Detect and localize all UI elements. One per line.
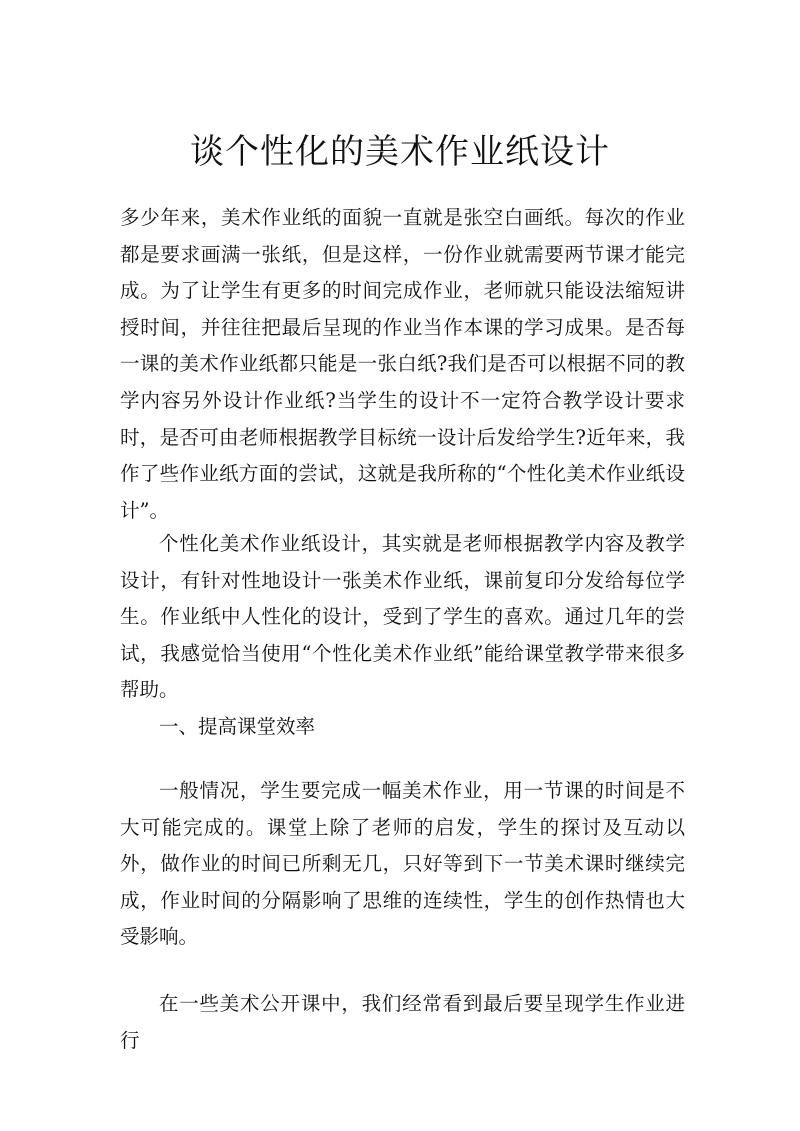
paragraph-general-situation: 一般情况，学生要完成一幅美术作业，用一节课的时间是不大可能完成的。课堂上除了老师的启发，学生的探讨及互动以外，做作业的时间已所剩无几，只好等到下一节美术课时继续完成，作业时间的分隔影响了思维的连续性，学生的创作热情也大受影响。 <box>120 779 685 949</box>
document-title: 谈个性化的美术作业纸设计 <box>190 132 610 172</box>
paragraph-intro: 多少年来，美术作业纸的面貌一直就是张空白画纸。每次的作业都是要求画满一张纸，但是这样，一份作业就需要两节课才能完成。为了让学生有更多的时间完成作业，老师就只能设法缩短讲授时间，并往往把最后呈现的作业当作本课的学习成果。是否每一课的美术作业纸都只能是一张白纸?我们是否可以根据不同的教学内容另外设计作业纸?当学生的设计不一定符合教学设计要求时，是否可由老师根据教学目标统一设计后发给学生?近年来，我作了些作业纸方面的尝试，这就是我所称的“个性化美术作业纸设计”。 <box>120 206 685 522</box>
section-heading-efficiency: 一、提高课堂效率 <box>159 715 316 738</box>
paragraph-definition: 个性化美术作业纸设计，其实就是老师根据教学内容及教学设计，有针对性地设计一张美术作业纸，课前复印分发给每位学生。作业纸中人性化的设计，受到了学生的喜欢。通过几年的尝试，我感觉恰当使用“个性化美术作业纸”能给课堂教学带来很多帮助。 <box>120 532 685 702</box>
paragraph-open-class: 在一些美术公开课中，我们经常看到最后要呈现学生作业进行 <box>120 992 685 1052</box>
